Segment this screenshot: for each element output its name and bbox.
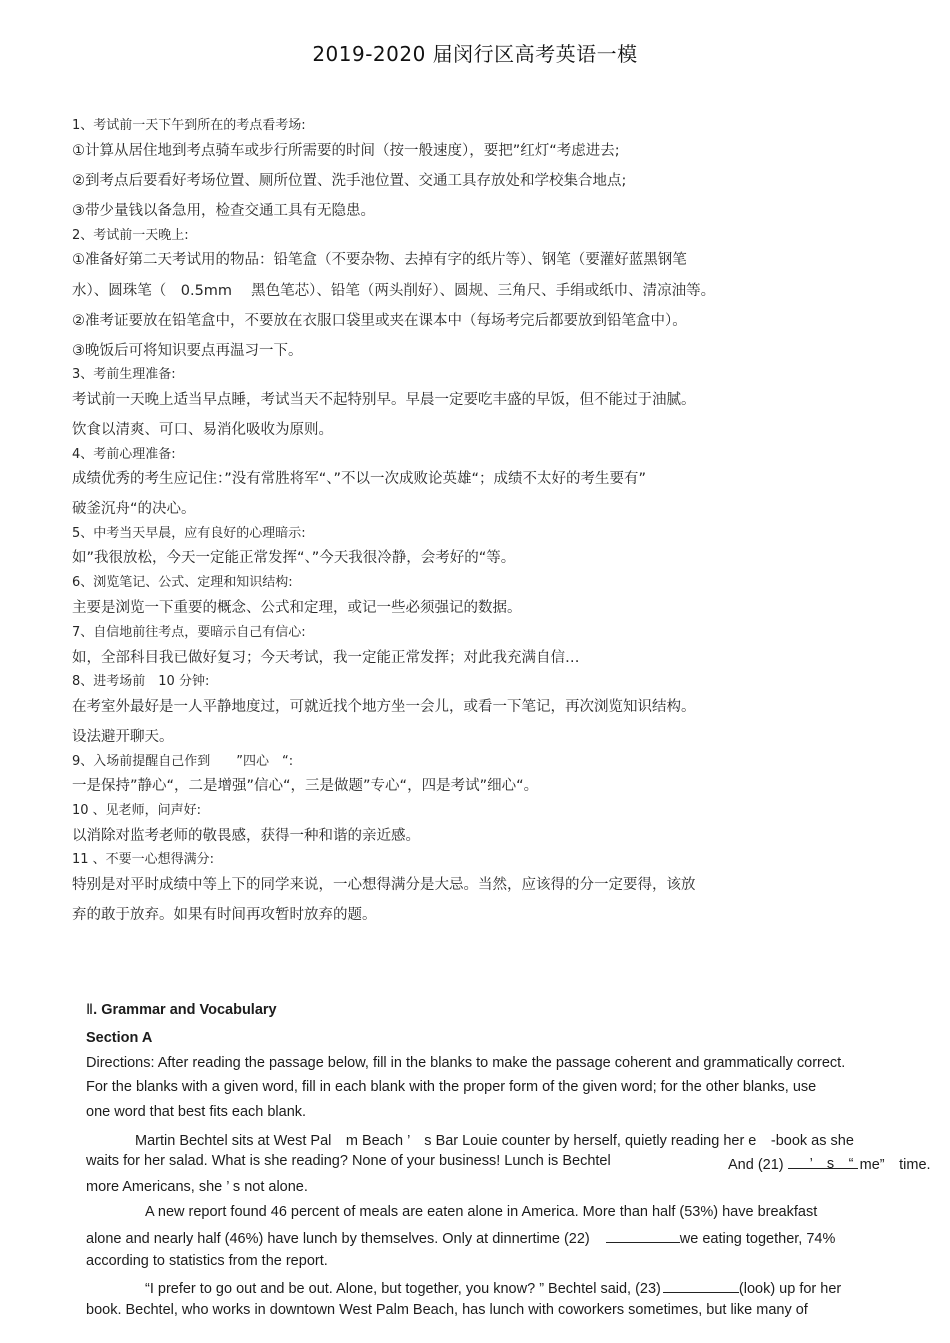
blank-23[interactable] bbox=[663, 1278, 739, 1293]
section-heading bbox=[86, 1002, 277, 1018]
passage-line bbox=[728, 1153, 931, 1174]
tip-heading-5: 5、中考当天早晨，应有良好的心理暗示: bbox=[72, 526, 306, 541]
tip-heading-2: 2、考试前一天晚上: bbox=[72, 228, 189, 243]
passage-fragment: me” time. bbox=[859, 1157, 931, 1173]
document-title: 2019-2020 届闵行区高考英语一模 bbox=[312, 42, 638, 66]
tip-line: ②准考证要放在铅笔盒中，不要放在衣服口袋里或夹在课本中（每场考完后都要放到铅笔盒中）。 bbox=[72, 313, 687, 329]
tip-line: 一是保持”静心“，二是增强”信心“，三是做题”专心“，四是考试”细心“。 bbox=[72, 778, 539, 794]
tip-line: 如，全部科目我已做好复习；今天考试，我一定能正常发挥；对此我充满自信… bbox=[72, 650, 580, 666]
directions-line: For the blanks with a given word, fill in each blank with the proper form of the given word; for the other blanks, use bbox=[86, 1079, 817, 1095]
tip-heading-9: 9、入场前提醒自己作到 ”四心 “: bbox=[72, 754, 294, 769]
blank-22[interactable] bbox=[606, 1228, 680, 1243]
tip-line: 水）、圆珠笔（ 0.5mm 黑色笔芯）、铅笔（两头削好）、圆规、三角尺、手绢或纸巾、清凉油等。 bbox=[72, 283, 716, 299]
tip-heading-10: 10 、见老师，问声好: bbox=[72, 803, 202, 818]
passage-line: according to statistics from the report. bbox=[86, 1253, 328, 1269]
section-subheading: Section A bbox=[86, 1030, 153, 1046]
tip-line: 如”我很放松，今天一定能正常发挥“、”今天我很冷静，会考好的“等。 bbox=[72, 550, 516, 566]
passage-line: more Americans, she ’ s not alone. bbox=[86, 1179, 308, 1195]
tip-line: 在考室外最好是一人平静地度过，可就近找个地方坐一会儿，或看一下笔记，再次浏览知识结构。 bbox=[72, 699, 696, 715]
tip-line: 特别是对平时成绩中等上下的同学来说，一心想得满分是大忌。当然，应该得的分一定要得，该放 bbox=[72, 877, 696, 893]
blank-21[interactable] bbox=[788, 1154, 858, 1172]
passage-line: book. Bechtel, who works in downtown West Palm Beach, has lunch with coworkers sometimes, but like many of bbox=[86, 1302, 808, 1318]
directions-line: Directions: After reading the passage below, fill in the blanks to make the passage coherent and grammatically correct. bbox=[86, 1055, 846, 1071]
tip-line: ①准备好第二天考试用的物品：铅笔盒（不要杂物、去掉有字的纸片等）、钢笔（要灌好蓝黑钢笔 bbox=[72, 252, 687, 268]
tip-line: 成绩优秀的考生应记住：”没有常胜将军“、”不以一次成败论英雄“；成绩不太好的考生要有” bbox=[72, 471, 647, 487]
tip-heading-7: 7、自信地前往考点，要暗示自己有信心: bbox=[72, 625, 306, 640]
tip-line: ③带少量钱以备急用，检查交通工具有无隐患。 bbox=[72, 203, 375, 219]
tip-line: 主要是浏览一下重要的概念、公式和定理，或记一些必须强记的数据。 bbox=[72, 600, 522, 616]
tip-line: 饮食以清爽、可口、易消化吸收为原则。 bbox=[72, 422, 333, 438]
passage-fragment: we eating together, 74% bbox=[679, 1231, 836, 1247]
tip-line: 破釜沉舟“的决心。 bbox=[72, 501, 196, 517]
roman-numeral: Ⅱ bbox=[86, 1002, 94, 1018]
tip-line: ③晚饭后可将知识要点再温习一下。 bbox=[72, 343, 303, 359]
tip-line: ②到考点后要看好考场位置、厕所位置、洗手池位置、交通工具存放处和学校集合地点; bbox=[72, 173, 627, 189]
directions-line: one word that best fits each blank. bbox=[86, 1104, 307, 1120]
passage-line bbox=[145, 1278, 841, 1297]
tip-heading-6: 6、浏览笔记、公式、定理和知识结构: bbox=[72, 575, 293, 590]
passage-line bbox=[86, 1228, 835, 1247]
passage-line: A new report found 46 percent of meals are eaten alone in America. More than half (53%) have breakfast bbox=[145, 1204, 818, 1220]
tip-line: 设法避开聊天。 bbox=[72, 729, 174, 745]
tip-heading-3: 3、考前生理准备: bbox=[72, 367, 176, 382]
tip-heading-8: 8、进考场前 10 分钟: bbox=[72, 674, 210, 689]
blank-21-text: ’ s “ bbox=[809, 1156, 854, 1172]
blank-22-label: alone and nearly half (46%) have lunch by themselves. Only at dinnertime (22) bbox=[86, 1231, 590, 1247]
blank-23-label: “I prefer to go out and be out. Alone, but together, you know? ” Bechtel said, (23) bbox=[145, 1281, 661, 1297]
section-heading-text: . Grammar and Vocabulary bbox=[93, 1002, 277, 1018]
passage-line: waits for her salad. What is she reading? None of your business! Lunch is Bechtel bbox=[86, 1153, 611, 1169]
passage-line: Martin Bechtel sits at West Pal m Beach ’ s Bar Louie counter by herself, quietly reading her e -book as she bbox=[135, 1133, 854, 1149]
tip-heading-11: 11 、不要一心想得满分: bbox=[72, 852, 215, 867]
tip-line: 弃的敢于放弃。如果有时间再攻暂时放弃的题。 bbox=[72, 907, 377, 923]
passage-fragment: (look) up for her bbox=[738, 1281, 842, 1297]
tip-heading-4: 4、考前心理准备: bbox=[72, 447, 176, 462]
tip-line: ①计算从居住地到考点骑车或步行所需要的时间（按一般速度），要把”红灯“考虑进去; bbox=[72, 143, 620, 159]
blank-21-label: And (21) bbox=[728, 1157, 784, 1173]
tip-heading-1: 1、考试前一天下午到所在的考点看考场: bbox=[72, 118, 306, 133]
tip-line: 考试前一天晚上适当早点睡，考试当天不起特别早。早晨一定要吃丰盛的早饭，但不能过于油腻。 bbox=[72, 392, 696, 408]
tip-line: 以消除对监考老师的敬畏感，获得一种和谐的亲近感。 bbox=[72, 828, 420, 844]
